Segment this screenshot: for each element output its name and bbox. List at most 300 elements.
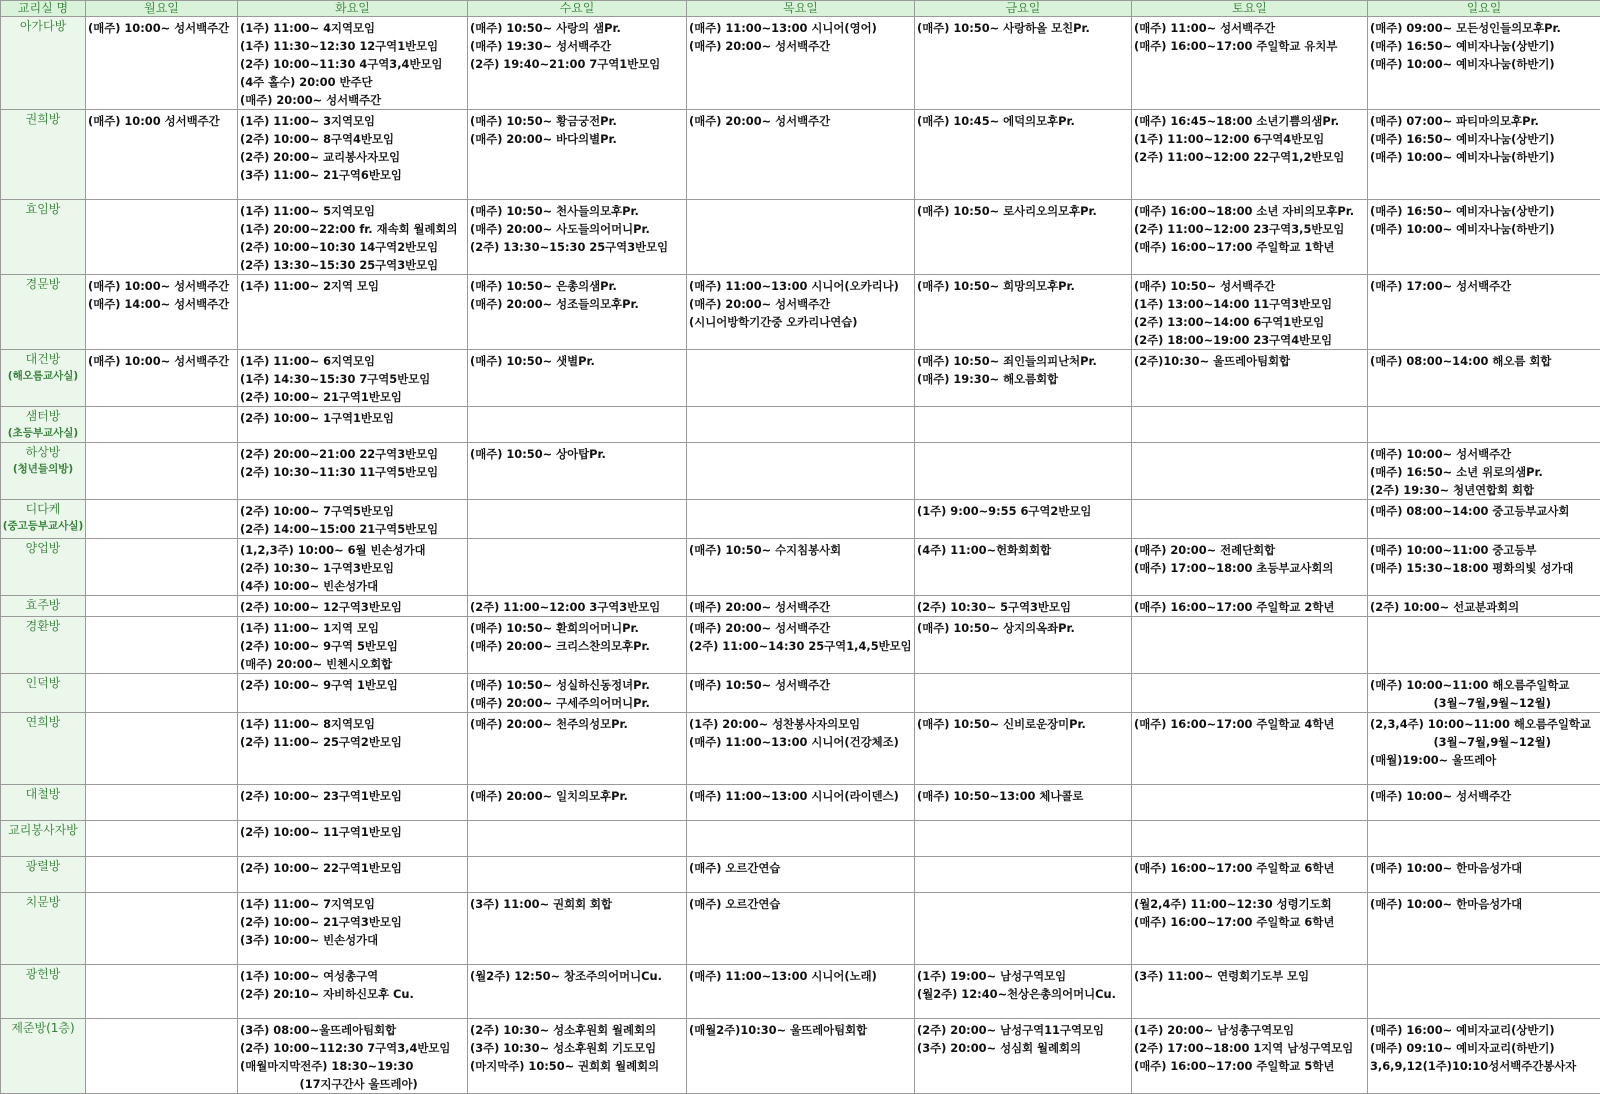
room-name-cell — [1, 596, 86, 617]
room-subtitle: (초등부교사실) — [1, 425, 85, 441]
schedule-cell-tuesday — [238, 674, 468, 713]
schedule-entry: (매주) 20:00~ 성조들의모후Pr. — [470, 295, 684, 313]
header-wednesday: 수요일 — [468, 1, 687, 17]
table-row — [1, 965, 1600, 1019]
room-name: 양업방 — [26, 541, 61, 555]
schedule-entry: (1주) 14:30~15:30 7구역5반모임 — [240, 370, 465, 388]
room-name: 경문방 — [26, 277, 61, 291]
schedule-entry: (매주) 09:00~ 모든성인들의모후Pr. — [1370, 19, 1598, 37]
schedule-entry: (2주) 13:30~15:30 25구역3반모임 — [470, 238, 684, 256]
schedule-entry: (매주) 15:30~18:00 평화의빛 성가대 — [1370, 559, 1598, 577]
table-row — [1, 500, 1600, 539]
schedule-cell-wednesday — [468, 350, 687, 407]
room-name: 교리봉사자방 — [8, 823, 78, 837]
schedule-cell-sunday — [1368, 674, 1600, 713]
schedule-cell-monday — [86, 857, 238, 893]
schedule-cell-sunday — [1368, 596, 1600, 617]
room-name: 효임방 — [26, 202, 61, 216]
schedule-entry: (매주) 20:00~ 성서백주간 — [240, 91, 465, 109]
table-row — [1, 443, 1600, 500]
schedule-cell-wednesday — [468, 893, 687, 965]
schedule-cell-wednesday — [468, 785, 687, 821]
schedule-cell-saturday — [1132, 539, 1368, 596]
schedule-cell-saturday — [1132, 200, 1368, 275]
schedule-cell-sunday — [1368, 110, 1600, 200]
schedule-entry: (매주) 20:00~ 성서백주간 — [689, 112, 912, 130]
schedule-entry: (매주) 10:50~ 성서백주간 — [689, 676, 912, 694]
table-row — [1, 1019, 1600, 1094]
schedule-cell-wednesday — [468, 965, 687, 1019]
room-name-cell — [1, 674, 86, 713]
schedule-entry: (1주) 11:00~ 5지역모임 — [240, 202, 465, 220]
schedule-entry: (2,3,4주) 10:00~11:00 해오름주일학교 — [1370, 715, 1598, 733]
schedule-cell-wednesday — [468, 275, 687, 350]
schedule-cell-tuesday — [238, 443, 468, 500]
schedule-cell-wednesday — [468, 200, 687, 275]
schedule-entry: (매주) 10:50~ 죄인들의피난처Pr. — [917, 352, 1129, 370]
schedule-entry: (매주) 16:00~18:00 소년 자비의모후Pr. — [1134, 202, 1365, 220]
schedule-entry: (1주) 20:00~ 성찬봉사자의모임 — [689, 715, 912, 733]
header-row — [1, 1, 1600, 17]
schedule-entry: (매주) 10:50~ 성실하신동정녀Pr. — [470, 676, 684, 694]
room-name-cell — [1, 110, 86, 200]
schedule-entry: (매주) 20:00~ 성서백주간 — [689, 37, 912, 55]
schedule-cell-monday — [86, 1019, 238, 1094]
room-subtitle: (중고등부교사실) — [1, 518, 85, 534]
schedule-entry: (매월)19:00~ 울뜨레아 — [1370, 751, 1598, 769]
room-name-cell — [1, 350, 86, 407]
schedule-cell-friday — [915, 596, 1132, 617]
schedule-cell-sunday — [1368, 275, 1600, 350]
schedule-entry: (매주) 10:00~ 한마음성가대 — [1370, 895, 1598, 913]
schedule-cell-monday — [86, 674, 238, 713]
schedule-entry: (2주) 19:40~21:00 7구역1반모임 — [470, 55, 684, 73]
room-name: 샘터방 — [26, 409, 61, 423]
schedule-cell-sunday — [1368, 350, 1600, 407]
schedule-cell-tuesday — [238, 110, 468, 200]
schedule-entry: (마지막주) 10:50~ 권희회 월례회의 — [470, 1057, 684, 1075]
schedule-entry: (매주) 10:50~ 사랑하올 모친Pr. — [917, 19, 1129, 37]
schedule-cell-thursday — [687, 893, 915, 965]
room-name: 치문방 — [26, 895, 61, 909]
schedule-entry: (매주) 10:00 성서백주간 — [88, 112, 235, 130]
room-name: 대건방 — [26, 352, 61, 366]
room-name-cell — [1, 407, 86, 443]
schedule-entry: (매주) 20:00~ 구세주의어머니Pr. — [470, 694, 684, 712]
schedule-cell-monday — [86, 200, 238, 275]
schedule-cell-thursday — [687, 785, 915, 821]
schedule-entry: (매주) 10:00~ 예비자나눔(하반기) — [1370, 148, 1598, 166]
schedule-cell-friday — [915, 500, 1132, 539]
schedule-entry: (매주) 10:50~13:00 체나콜로 — [917, 787, 1129, 805]
schedule-cell-thursday — [687, 443, 915, 500]
header-room: 교리실 명 — [1, 1, 86, 17]
schedule-entry: (매주) 16:50~ 소년 위로의샘Pr. — [1370, 463, 1598, 481]
schedule-entry: (매주) 08:00~14:00 중고등부교사회 — [1370, 502, 1598, 520]
schedule-entry: (매주) 20:00~ 일치의모후Pr. — [470, 787, 684, 805]
room-name: 연희방 — [26, 715, 61, 729]
schedule-cell-saturday — [1132, 713, 1368, 785]
schedule-entry: (2주) 11:00~12:00 22구역1,2반모임 — [1134, 148, 1365, 166]
schedule-cell-thursday — [687, 821, 915, 857]
schedule-entry: (매주) 10:50~ 황금궁전Pr. — [470, 112, 684, 130]
schedule-entry: (3주) 11:00~ 권희회 회합 — [470, 895, 684, 913]
schedule-entry: (1주) 11:30~12:30 12구역1반모임 — [240, 37, 465, 55]
schedule-entry: (1주) 19:00~ 남성구역모임 — [917, 967, 1129, 985]
schedule-cell-wednesday — [468, 713, 687, 785]
schedule-entry: (2주) 10:30~ 1구역3반모임 — [240, 559, 465, 577]
schedule-entry: (1주) 9:00~9:55 6구역2반모임 — [917, 502, 1129, 520]
schedule-entry: (매주) 10:50~ 신비로운장미Pr. — [917, 715, 1129, 733]
schedule-cell-wednesday — [468, 110, 687, 200]
room-name-cell — [1, 17, 86, 110]
schedule-entry: (2주) 10:00~ 9구역 1반모임 — [240, 676, 465, 694]
schedule-entry: (시니어방학기간중 오카리나연습) — [689, 313, 912, 331]
header-thursday: 목요일 — [687, 1, 915, 17]
schedule-cell-tuesday — [238, 539, 468, 596]
schedule-entry: (매주) 10:00~11:00 해오름주일학교 — [1370, 676, 1598, 694]
schedule-entry: 3,6,9,12(1주)10:10성서백주간봉사자 — [1370, 1057, 1598, 1075]
schedule-entry: (1주) 11:00~ 4지역모임 — [240, 19, 465, 37]
room-name: 인덕방 — [26, 676, 61, 690]
table-row — [1, 857, 1600, 893]
schedule-cell-sunday — [1368, 713, 1600, 785]
schedule-entry: (4주) 10:00~ 빈손성가대 — [240, 577, 465, 595]
table-row — [1, 275, 1600, 350]
schedule-cell-tuesday — [238, 500, 468, 539]
schedule-cell-friday — [915, 539, 1132, 596]
schedule-entry: (2주) 10:00~ 7구역5반모임 — [240, 502, 465, 520]
schedule-entry: (2주) 10:00~ 1구역1반모임 — [240, 409, 465, 427]
schedule-entry: (매주) 16:00~17:00 주일학교 유치부 — [1134, 37, 1365, 55]
schedule-cell-tuesday — [238, 200, 468, 275]
schedule-cell-saturday — [1132, 443, 1368, 500]
schedule-entry: (3주) 10:00~ 빈손성가대 — [240, 931, 465, 949]
schedule-entry: (2주) 13:30~15:30 25구역3반모임 — [240, 256, 465, 274]
schedule-cell-tuesday — [238, 350, 468, 407]
schedule-entry: (매주) 11:00~13:00 시니어(영어) — [689, 19, 912, 37]
schedule-entry: (매주) 19:30~ 해오름회합 — [917, 370, 1129, 388]
schedule-entry: (2주) 11:00~12:00 23구역3,5반모임 — [1134, 220, 1365, 238]
table-row — [1, 596, 1600, 617]
schedule-cell-thursday — [687, 407, 915, 443]
schedule-entry: (1주) 20:00~ 남성총구역모임 — [1134, 1021, 1365, 1039]
room-name-cell — [1, 1019, 86, 1094]
schedule-cell-sunday — [1368, 1019, 1600, 1094]
schedule-cell-tuesday — [238, 17, 468, 110]
schedule-cell-sunday — [1368, 443, 1600, 500]
schedule-cell-sunday — [1368, 617, 1600, 674]
schedule-cell-monday — [86, 275, 238, 350]
room-name: 광헌방 — [26, 967, 61, 981]
schedule-cell-saturday — [1132, 893, 1368, 965]
schedule-entry: (월2,4주) 11:00~12:30 성령기도회 — [1134, 895, 1365, 913]
header-friday: 금요일 — [915, 1, 1132, 17]
schedule-entry: (매주) 10:50~ 은총의샘Pr. — [470, 277, 684, 295]
schedule-entry: (2주) 11:00~14:30 25구역1,4,5반모임 — [689, 637, 912, 655]
room-name: 하상방 — [26, 445, 61, 459]
schedule-cell-wednesday — [468, 407, 687, 443]
schedule-cell-tuesday — [238, 713, 468, 785]
schedule-entry: (3월~7월,9월~12월) — [1370, 694, 1598, 712]
schedule-entry: (2주) 20:00~ 남성구역11구역모임 — [917, 1021, 1129, 1039]
schedule-cell-monday — [86, 539, 238, 596]
schedule-cell-friday — [915, 110, 1132, 200]
schedule-cell-friday — [915, 857, 1132, 893]
schedule-entry: (4주 홀수) 20:00 반주단 — [240, 73, 465, 91]
table-row — [1, 539, 1600, 596]
schedule-cell-wednesday — [468, 443, 687, 500]
schedule-cell-sunday — [1368, 857, 1600, 893]
schedule-cell-wednesday — [468, 617, 687, 674]
schedule-entry: (매주) 09:10~ 예비자교리(하반기) — [1370, 1039, 1598, 1057]
schedule-cell-friday — [915, 1019, 1132, 1094]
schedule-cell-saturday — [1132, 857, 1368, 893]
table-row — [1, 200, 1600, 275]
schedule-cell-sunday — [1368, 500, 1600, 539]
schedule-entry: (매주) 10:00~ 성서백주간 — [88, 19, 235, 37]
room-name: 권희방 — [26, 112, 61, 126]
schedule-entry: (매주) 20:00~ 천주의성모Pr. — [470, 715, 684, 733]
schedule-entry: (매주) 16:00~17:00 주일학교 2학년 — [1134, 598, 1365, 616]
schedule-cell-tuesday — [238, 821, 468, 857]
room-name: 아가다방 — [20, 19, 66, 33]
schedule-entry: (1주) 10:00~ 여성총구역 — [240, 967, 465, 985]
schedule-cell-thursday — [687, 857, 915, 893]
schedule-cell-saturday — [1132, 350, 1368, 407]
schedule-entry: (매주) 10:00~ 성서백주간 — [1370, 787, 1598, 805]
schedule-cell-wednesday — [468, 1019, 687, 1094]
header-monday: 월요일 — [86, 1, 238, 17]
table-row — [1, 17, 1600, 110]
schedule-entry: (매주) 14:00~ 성서백주간 — [88, 295, 235, 313]
schedule-entry: (4주) 11:00~헌화회회합 — [917, 541, 1129, 559]
table-row — [1, 110, 1600, 200]
room-name-cell — [1, 785, 86, 821]
schedule-cell-tuesday — [238, 407, 468, 443]
schedule-entry: (3주) 10:30~ 성소후원회 기도모임 — [470, 1039, 684, 1057]
schedule-entry: (매주) 16:50~ 예비자나눔(상반기) — [1370, 37, 1598, 55]
schedule-entry: (매주) 20:00~ 성서백주간 — [689, 295, 912, 313]
room-subtitle: (청년들의방) — [1, 461, 85, 477]
schedule-cell-thursday — [687, 200, 915, 275]
schedule-entry: (2주) 20:00~21:00 22구역3반모임 — [240, 445, 465, 463]
schedule-entry: (매주) 10:50~ 천사들의모후Pr. — [470, 202, 684, 220]
schedule-cell-monday — [86, 110, 238, 200]
schedule-entry: (매주) 16:00~ 예비자교리(상반기) — [1370, 1021, 1598, 1039]
room-name-cell — [1, 200, 86, 275]
schedule-entry: (매주) 11:00~13:00 시니어(라이덴스) — [689, 787, 912, 805]
schedule-entry: (2주) 10:00~ 21구역1반모임 — [240, 388, 465, 406]
schedule-cell-friday — [915, 350, 1132, 407]
schedule-cell-thursday — [687, 1019, 915, 1094]
schedule-entry: (2주) 10:00~ 9구역 5반모임 — [240, 637, 465, 655]
schedule-cell-thursday — [687, 617, 915, 674]
schedule-cell-friday — [915, 275, 1132, 350]
schedule-cell-monday — [86, 443, 238, 500]
schedule-entry: (매주) 10:00~ 성서백주간 — [88, 352, 235, 370]
schedule-cell-monday — [86, 893, 238, 965]
schedule-cell-sunday — [1368, 200, 1600, 275]
schedule-entry: (2주) 17:00~18:00 1지역 남성구역모임 — [1134, 1039, 1365, 1057]
table-row — [1, 785, 1600, 821]
table-row — [1, 407, 1600, 443]
schedule-cell-saturday — [1132, 821, 1368, 857]
schedule-entry: (매주) 20:00~ 사도들의어머니Pr. — [470, 220, 684, 238]
schedule-entry: (매주) 10:00~ 한마음성가대 — [1370, 859, 1598, 877]
schedule-cell-wednesday — [468, 500, 687, 539]
schedule-cell-friday — [915, 407, 1132, 443]
schedule-cell-sunday — [1368, 407, 1600, 443]
schedule-entry: (매주) 11:00~13:00 시니어(오카리나) — [689, 277, 912, 295]
schedule-entry: (2주) 10:00~11:30 4구역3,4반모임 — [240, 55, 465, 73]
schedule-entry: (2주) 13:00~14:00 6구역1반모임 — [1134, 313, 1365, 331]
room-name: 경환방 — [26, 619, 61, 633]
schedule-entry: (매주) 16:00~17:00 주일학교 4학년 — [1134, 715, 1365, 733]
schedule-cell-wednesday — [468, 857, 687, 893]
schedule-cell-friday — [915, 617, 1132, 674]
schedule-cell-tuesday — [238, 275, 468, 350]
room-name: 대철방 — [26, 787, 61, 801]
schedule-entry: (매주) 19:30~ 성서백주간 — [470, 37, 684, 55]
schedule-cell-tuesday — [238, 965, 468, 1019]
schedule-cell-monday — [86, 17, 238, 110]
schedule-entry: (매주) 20:00~ 빈첸시오회합 — [240, 655, 465, 673]
room-name-cell — [1, 713, 86, 785]
schedule-cell-sunday — [1368, 893, 1600, 965]
schedule-entry: (매주) 10:50~ 사랑의 샘Pr. — [470, 19, 684, 37]
schedule-cell-friday — [915, 200, 1132, 275]
schedule-cell-monday — [86, 821, 238, 857]
schedule-entry: (매주) 16:00~17:00 주일학교 6학년 — [1134, 913, 1365, 931]
schedule-entry: (매주) 10:00~ 성서백주간 — [1370, 445, 1598, 463]
schedule-cell-wednesday — [468, 674, 687, 713]
schedule-entry: (2주) 19:30~ 청년연합회 회합 — [1370, 481, 1598, 499]
schedule-cell-thursday — [687, 539, 915, 596]
schedule-cell-sunday — [1368, 965, 1600, 1019]
schedule-cell-wednesday — [468, 821, 687, 857]
room-name: 광렬방 — [26, 859, 61, 873]
schedule-entry: (3주) 11:00~ 21구역6반모임 — [240, 166, 465, 184]
schedule-cell-friday — [915, 17, 1132, 110]
schedule-entry: (매주) 10:50~ 수지침봉사회 — [689, 541, 912, 559]
schedule-entry: (3주) 08:00~울뜨레아팀회합 — [240, 1021, 465, 1039]
schedule-cell-tuesday — [238, 785, 468, 821]
schedule-entry: (매주) 10:00~ 예비자나눔(하반기) — [1370, 55, 1598, 73]
schedule-entry: (2주) 10:30~11:30 11구역5반모임 — [240, 463, 465, 481]
schedule-cell-wednesday — [468, 539, 687, 596]
table-row — [1, 893, 1600, 965]
schedule-cell-friday — [915, 821, 1132, 857]
schedule-entry: (2주) 10:00~10:30 14구역2반모임 — [240, 238, 465, 256]
schedule-cell-tuesday — [238, 857, 468, 893]
table-row — [1, 617, 1600, 674]
schedule-entry: (매월마지막전주) 18:30~19:30 — [240, 1057, 465, 1075]
schedule-entry: (매주) 10:50~ 샛별Pr. — [470, 352, 684, 370]
schedule-entry: (2주) 10:00~ 21구역3반모임 — [240, 913, 465, 931]
schedule-entry: (매주) 10:00~ 예비자나눔(하반기) — [1370, 220, 1598, 238]
schedule-cell-monday — [86, 596, 238, 617]
schedule-entry: (2주) 10:30~ 5구역3반모임 — [917, 598, 1129, 616]
schedule-entry: (1주) 11:00~ 7지역모임 — [240, 895, 465, 913]
schedule-entry: (매주) 16:45~18:00 소년기쁨의샘Pr. — [1134, 112, 1365, 130]
schedule-entry: (2주) 10:00~ 선교분과회의 — [1370, 598, 1598, 616]
schedule-entry: (매주) 20:00~ 크리스찬의모후Pr. — [470, 637, 684, 655]
schedule-entry: (2주) 10:00~ 22구역1반모임 — [240, 859, 465, 877]
room-name-cell — [1, 857, 86, 893]
schedule-cell-thursday — [687, 275, 915, 350]
schedule-entry: (2주) 10:00~ 11구역1반모임 — [240, 823, 465, 841]
schedule-entry: (1주) 11:00~ 8지역모임 — [240, 715, 465, 733]
schedule-cell-tuesday — [238, 596, 468, 617]
room-name: 효주방 — [26, 598, 61, 612]
schedule-entry: (매주) 16:50~ 예비자나눔(상반기) — [1370, 130, 1598, 148]
schedule-entry: (매주) 17:00~18:00 초등부교사회의 — [1134, 559, 1365, 577]
schedule-entry: (1,2,3주) 10:00~ 6월 빈손성가대 — [240, 541, 465, 559]
schedule-entry: (2주) 10:00~ 12구역3반모임 — [240, 598, 465, 616]
schedule-cell-thursday — [687, 110, 915, 200]
schedule-entry: (1주) 11:00~ 2지역 모임 — [240, 277, 465, 295]
schedule-entry: (17지구간사 울뜨레아) — [240, 1075, 465, 1093]
schedule-entry: (1주) 11:00~ 6지역모임 — [240, 352, 465, 370]
room-name-cell — [1, 275, 86, 350]
room-subtitle: (해오름교사실) — [1, 368, 85, 384]
schedule-entry: (매주) 10:45~ 에덕의모후Pr. — [917, 112, 1129, 130]
schedule-cell-friday — [915, 785, 1132, 821]
schedule-cell-monday — [86, 617, 238, 674]
schedule-cell-saturday — [1132, 407, 1368, 443]
schedule-cell-saturday — [1132, 617, 1368, 674]
schedule-entry: (2주) 11:00~ 25구역2반모임 — [240, 733, 465, 751]
schedule-entry: (3주) 20:00~ 성심회 월례회의 — [917, 1039, 1129, 1057]
schedule-cell-sunday — [1368, 17, 1600, 110]
schedule-entry: (매주) 07:00~ 파티마의모후Pr. — [1370, 112, 1598, 130]
schedule-entry: (2주)10:30~ 울뜨레아팀회합 — [1134, 352, 1365, 370]
schedule-entry: (매주) 16:00~17:00 주일학교 5학년 — [1134, 1057, 1365, 1075]
schedule-entry: (2주) 10:00~ 23구역1반모임 — [240, 787, 465, 805]
schedule-entry: (매주) 10:00~11:00 중고등부 — [1370, 541, 1598, 559]
table-row — [1, 350, 1600, 407]
schedule-entry: (2주) 10:00~ 8구역4반모임 — [240, 130, 465, 148]
header-sunday: 일요일 — [1368, 1, 1600, 17]
schedule-cell-thursday — [687, 596, 915, 617]
schedule-entry: (2주) 20:10~ 자비하신모후 Cu. — [240, 985, 465, 1003]
schedule-cell-friday — [915, 965, 1132, 1019]
schedule-entry: (매월2주)10:30~ 울뜨레아팀회합 — [689, 1021, 912, 1039]
schedule-entry: (1주) 11:00~ 3지역모임 — [240, 112, 465, 130]
schedule-cell-thursday — [687, 17, 915, 110]
schedule-cell-sunday — [1368, 785, 1600, 821]
schedule-entry: (매주) 16:00~17:00 주일학교 1학년 — [1134, 238, 1365, 256]
schedule-cell-saturday — [1132, 17, 1368, 110]
schedule-cell-tuesday — [238, 1019, 468, 1094]
room-name-cell — [1, 821, 86, 857]
schedule-entry: (매주) 11:00~13:00 시니어(건강체조) — [689, 733, 912, 751]
schedule-entry: (매주) 08:00~14:00 해오름 회합 — [1370, 352, 1598, 370]
schedule-cell-monday — [86, 500, 238, 539]
header-tuesday: 화요일 — [238, 1, 468, 17]
room-name-cell — [1, 443, 86, 500]
schedule-cell-sunday — [1368, 539, 1600, 596]
schedule-cell-saturday — [1132, 965, 1368, 1019]
schedule-entry: (매주) 20:00~ 바다의별Pr. — [470, 130, 684, 148]
schedule-cell-saturday — [1132, 500, 1368, 539]
schedule-entry: (1주) 13:00~14:00 11구역3반모임 — [1134, 295, 1365, 313]
schedule-body — [1, 17, 1600, 1094]
header-saturday: 토요일 — [1132, 1, 1368, 17]
schedule-entry: (2주) 18:00~19:00 23구역4반모임 — [1134, 331, 1365, 349]
schedule-entry: (2주) 10:30~ 성소후원회 월례회의 — [470, 1021, 684, 1039]
